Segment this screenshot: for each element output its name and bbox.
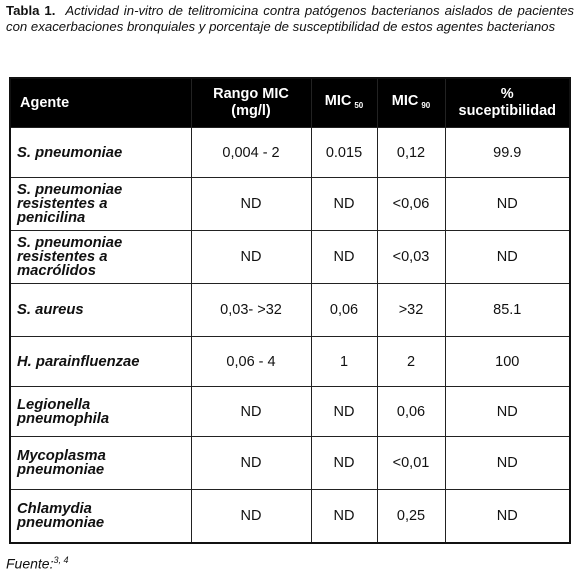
header-agent: Agente	[10, 78, 191, 128]
agent-name-line: S. pneumoniae	[17, 182, 123, 198]
cell-range: ND	[191, 490, 311, 544]
header-mic50	[311, 78, 377, 128]
cell-mic90: <0,03	[377, 231, 445, 284]
header-mic50-sub: 50	[354, 100, 364, 110]
cell-mic90: 2	[377, 337, 445, 387]
cell-susceptibility: 100	[445, 337, 570, 387]
cell-susceptibility: 99.9	[445, 128, 570, 178]
cell-susceptibility: ND	[445, 387, 570, 437]
cell-agent	[10, 490, 191, 544]
table-row	[10, 387, 570, 437]
agent-name-line: Mycoplasma	[17, 448, 106, 464]
cell-mic90: <0,01	[377, 437, 445, 490]
cell-range: ND	[191, 437, 311, 490]
agent-name-line: Chlamydia	[17, 501, 92, 517]
agent-name-line: S. aureus	[17, 302, 84, 318]
table-row	[10, 337, 570, 387]
agent-name-line: pneumoniae	[17, 462, 105, 478]
cell-range: ND	[191, 178, 311, 231]
cell-mic90: <0,06	[377, 178, 445, 231]
header-susc-line2: suceptibilidad	[458, 103, 556, 119]
cell-range: ND	[191, 231, 311, 284]
source-note	[6, 555, 69, 572]
cell-susceptibility: ND	[445, 437, 570, 490]
cell-mic50: ND	[311, 437, 377, 490]
table-row	[10, 284, 570, 337]
cell-range: 0,06 - 4	[191, 337, 311, 387]
cell-agent	[10, 231, 191, 284]
cell-mic90: 0,25	[377, 490, 445, 544]
table-body	[10, 128, 570, 544]
susceptibility-table	[9, 77, 571, 544]
agent-name-line: H. parainfluenzae	[17, 353, 140, 370]
cell-mic50: ND	[311, 178, 377, 231]
source-label: Fuente:	[6, 555, 54, 572]
cell-agent	[10, 284, 191, 337]
cell-mic50: ND	[311, 231, 377, 284]
cell-agent	[10, 337, 191, 387]
agent-name-line: macrólidos	[17, 263, 96, 279]
header-range-line2: (mg/l)	[231, 103, 271, 119]
header-mic90-sub: 90	[421, 100, 431, 110]
agent-name-line: resistentes a	[17, 249, 108, 265]
agent-name-line: penicilina	[17, 210, 86, 226]
table-header-row	[10, 78, 570, 128]
table-row	[10, 128, 570, 178]
caption-label: Tabla 1.	[6, 3, 56, 18]
header-mic90-label: MIC	[391, 92, 419, 109]
header-susceptibility	[445, 78, 570, 128]
cell-mic50: ND	[311, 387, 377, 437]
table-row	[10, 231, 570, 284]
cell-mic50: 0,06	[311, 284, 377, 337]
header-susc-line1: %	[500, 86, 514, 102]
cell-mic50: 0.015	[311, 128, 377, 178]
cell-agent	[10, 128, 191, 178]
caption-text: Actividad in-vitro de telitromicina contra patógenos bacterianos aislados de pacientes con exacerbaciones bronquiales y porcentaje de susceptibilidad de estos agentes bacterianos	[6, 3, 574, 34]
header-range-line1: Rango MIC	[213, 86, 289, 102]
source-refs: 3, 4	[53, 555, 69, 565]
cell-susceptibility: 85.1	[445, 284, 570, 337]
cell-mic90: 0,06	[377, 387, 445, 437]
table-caption	[6, 3, 574, 35]
cell-mic90: >32	[377, 284, 445, 337]
cell-agent	[10, 387, 191, 437]
cell-susceptibility: ND	[445, 178, 570, 231]
header-mic50-label: MIC	[324, 92, 352, 109]
cell-mic50: ND	[311, 490, 377, 544]
header-range	[191, 78, 311, 128]
cell-susceptibility: ND	[445, 231, 570, 284]
agent-name-line: resistentes a	[17, 196, 108, 212]
header-mic90	[377, 78, 445, 128]
cell-mic90: 0,12	[377, 128, 445, 178]
agent-name-line: S. pneumoniae	[17, 144, 123, 161]
table-row	[10, 490, 570, 544]
table-row	[10, 178, 570, 231]
cell-range: 0,03- >32	[191, 284, 311, 337]
table-row	[10, 437, 570, 490]
cell-mic50: 1	[311, 337, 377, 387]
agent-name-line: S. pneumoniae	[17, 235, 123, 251]
agent-name-line: pneumophila	[17, 410, 110, 427]
agent-name-line: Legionella	[17, 396, 91, 413]
agent-name-line: pneumoniae	[17, 515, 105, 531]
cell-range: ND	[191, 387, 311, 437]
cell-susceptibility: ND	[445, 490, 570, 544]
cell-range: 0,004 - 2	[191, 128, 311, 178]
cell-agent	[10, 178, 191, 231]
cell-agent	[10, 437, 191, 490]
